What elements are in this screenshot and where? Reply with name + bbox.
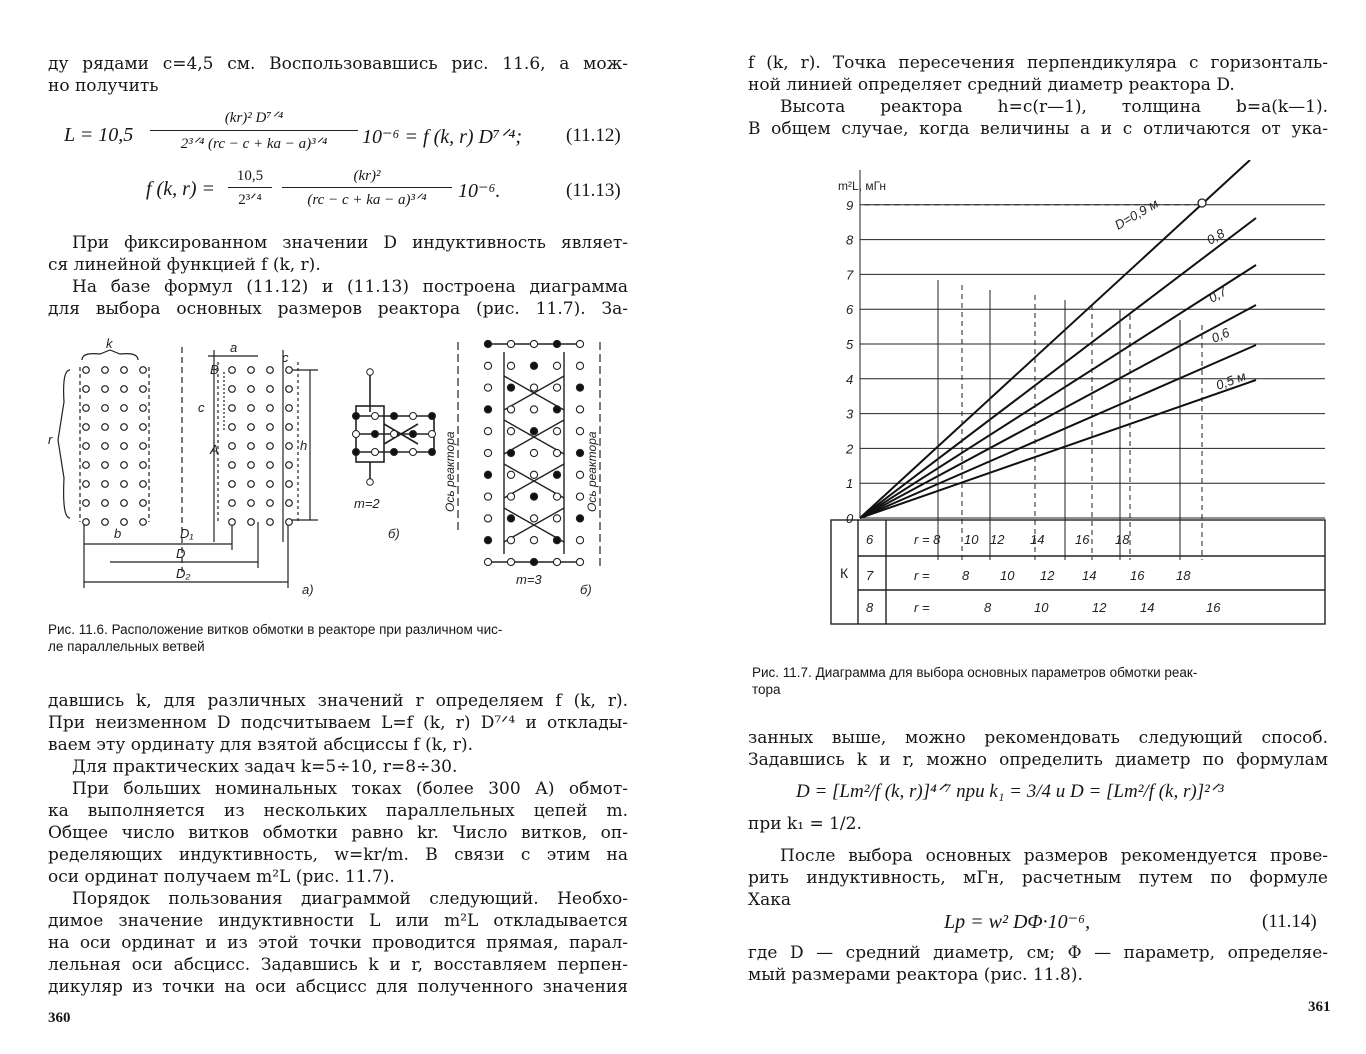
- y-tick-labels: [845, 198, 854, 526]
- text-line: ка выполняется из нескольких параллельных цепей m.: [48, 801, 628, 821]
- winding-turn: [286, 500, 293, 507]
- label-D: D: [176, 546, 186, 561]
- scheme-m3-nodes: [484, 340, 583, 565]
- scheme-node: [410, 431, 417, 438]
- scheme-node: [484, 406, 491, 413]
- scheme-node: [507, 384, 514, 391]
- text-line: При больших номинальных токах (более 300 А) обмот-: [72, 779, 628, 799]
- r-value: 10: [1034, 600, 1049, 615]
- text-line: Общее число витков обмотки равно kr. Число витков, оп-: [48, 823, 628, 843]
- figure-caption: тора: [752, 682, 781, 697]
- nomogram-lines: [860, 160, 1256, 518]
- winding-turn: [248, 443, 255, 450]
- scheme-node: [530, 449, 537, 456]
- scheme-node: [372, 431, 379, 438]
- winding-turn: [286, 405, 293, 412]
- winding-turn: [102, 405, 109, 412]
- line-label: 0,8: [1204, 225, 1228, 248]
- winding-turn: [83, 424, 90, 431]
- winding-turn: [83, 386, 90, 393]
- winding-turn: [286, 462, 293, 469]
- scheme-node: [553, 428, 560, 435]
- r-value: 12: [1040, 568, 1055, 583]
- y-tick-label: 5: [846, 337, 854, 352]
- scheme-node: [576, 428, 583, 435]
- r-value: 14: [1082, 568, 1097, 583]
- line-label: 0,5 м: [1213, 368, 1248, 393]
- winding-turn: [229, 481, 236, 488]
- scheme-node: [484, 362, 491, 369]
- r-value: 16: [1130, 568, 1145, 583]
- formula-11-14: Lр = w² DΦ·10⁻⁶,: [944, 911, 1091, 933]
- winding-turn: [140, 462, 147, 469]
- winding-turn: [140, 481, 147, 488]
- winding-turn: [102, 386, 109, 393]
- winding-turn: [267, 500, 274, 507]
- page-number: 361: [1308, 999, 1331, 1015]
- text-line: В общем случае, когда величины a и c отличаются от ука-: [748, 119, 1328, 139]
- fraction-bar: [282, 187, 452, 188]
- y-tick-label: 1: [846, 476, 854, 492]
- label-h: h: [300, 438, 308, 453]
- winding-turn: [286, 481, 293, 488]
- winding-turn: [140, 386, 147, 393]
- winding-turn: [229, 424, 236, 431]
- winding-turn: [121, 386, 128, 393]
- scheme-node: [553, 340, 560, 347]
- text-line: Хака: [748, 890, 791, 910]
- formula-diameter: D = [Lm²/f (k, r)]⁴ᐟ⁷ при k₁ = 3/4 и D = [Lm²/f (k, r)]²ᐟ³: [796, 781, 1224, 802]
- r-value: 10: [1000, 568, 1015, 583]
- y-tick-label: 8: [846, 232, 854, 248]
- diameter-line: [860, 380, 1256, 518]
- text-line: рить индуктивность, мГн, расчетным путем по формуле: [748, 868, 1328, 888]
- scheme-node: [576, 340, 583, 347]
- diameter-line: [860, 265, 1256, 518]
- scheme-node: [576, 558, 583, 565]
- winding-turn: [248, 462, 255, 469]
- scheme-node: [391, 413, 398, 420]
- winding-turn: [83, 500, 90, 507]
- scheme-node: [553, 362, 560, 369]
- scheme-node: [353, 413, 360, 420]
- winding-turn: [102, 500, 109, 507]
- winding-turn: [248, 500, 255, 507]
- winding-turn: [83, 443, 90, 450]
- scheme-node: [530, 428, 537, 435]
- winding-turn: [102, 424, 109, 431]
- k-label: К: [840, 565, 849, 581]
- label-A: A: [210, 442, 219, 457]
- winding-turn: [121, 500, 128, 507]
- winding-turn: [121, 443, 128, 450]
- scheme-node: [576, 493, 583, 500]
- diameter-line: [860, 218, 1256, 518]
- r-value: 14: [1030, 532, 1045, 547]
- scheme-node: [530, 493, 537, 500]
- scheme-node: [484, 558, 491, 565]
- scheme-node: [484, 340, 491, 347]
- scheme-node: [530, 362, 537, 369]
- text-line: При неизменном D подсчитываем L=f (k, r) D⁷ᐟ⁴ и отклады-: [48, 713, 628, 733]
- scheme-node: [576, 515, 583, 522]
- brace-r: [58, 370, 70, 518]
- winding-turn: [286, 367, 293, 374]
- diameter-line: [860, 345, 1256, 518]
- scheme-node: [553, 537, 560, 544]
- winding-turn: [229, 519, 236, 526]
- text-line: При фиксированном значении D индуктивность являет-: [72, 233, 628, 253]
- winding-turn: [121, 481, 128, 488]
- formula-lhs: L = 10,5: [64, 124, 134, 146]
- scheme-node: [484, 537, 491, 544]
- formula-rhs: 10⁻⁶ = f (k, r) D⁷ᐟ⁴;: [362, 126, 523, 148]
- equation-number: (11.13): [566, 180, 621, 201]
- label-r: r: [48, 432, 53, 447]
- scheme-node: [553, 406, 560, 413]
- scheme-node: [507, 428, 514, 435]
- brace-k: [82, 350, 138, 360]
- text-line: После выбора основных размеров рекомендуется прове-: [780, 846, 1328, 866]
- winding-turn: [83, 462, 90, 469]
- winding-turn: [121, 519, 128, 526]
- text-line: давшись k, для различных значений r определяем f (k, r).: [48, 691, 628, 711]
- winding-turn: [102, 481, 109, 488]
- winding-turn: [248, 519, 255, 526]
- text-line: f (k, r). Точка пересечения перпендикуляра с горизонталь-: [748, 53, 1328, 73]
- label-m3: m=3: [516, 572, 542, 587]
- scheme-node: [507, 362, 514, 369]
- label-D1: D₁: [180, 526, 194, 541]
- r-value: 14: [1140, 600, 1155, 615]
- winding-turn: [83, 481, 90, 488]
- scheme-node: [530, 406, 537, 413]
- winding-turn: [140, 405, 147, 412]
- y-tick-label: 2: [846, 441, 854, 457]
- r-value: 18: [1115, 532, 1130, 547]
- scheme-node: [576, 384, 583, 391]
- label-m2: m=2: [354, 496, 380, 511]
- label-b: b: [114, 526, 122, 541]
- text-line: Задавшись k и r, можно определить диаметр по формулам: [748, 750, 1328, 770]
- label-c-side: c: [198, 400, 205, 415]
- scheme-node: [507, 471, 514, 478]
- figure-11-7: [830, 160, 1330, 630]
- text-line: ределяющих индуктивность, w=kr/m. В связи с этим на: [48, 845, 628, 865]
- line-label: D=0,9 м: [1112, 195, 1161, 233]
- scheme-node: [410, 413, 417, 420]
- winding-turn: [286, 519, 293, 526]
- winding-turns-left: [83, 367, 147, 526]
- y-axis-label: m²L, мГн: [838, 179, 887, 193]
- r-label: r = 8: [914, 532, 941, 547]
- winding-turn: [140, 443, 147, 450]
- text-line: оси ординат получаем m²L (рис. 11.7).: [48, 867, 395, 887]
- winding-turn: [267, 386, 274, 393]
- scheme-node: [507, 537, 514, 544]
- winding-turn: [248, 424, 255, 431]
- formula-numerator: (kr)²: [353, 168, 381, 184]
- winding-turn: [229, 405, 236, 412]
- scheme-node: [391, 431, 398, 438]
- winding-turn: [248, 481, 255, 488]
- winding-turn: [267, 481, 274, 488]
- k-value: 6: [866, 532, 874, 547]
- scheme-node: [507, 406, 514, 413]
- r-label: r =: [914, 568, 930, 583]
- winding-turn: [140, 424, 147, 431]
- winding-turn: [286, 424, 293, 431]
- fraction-bar: [150, 130, 358, 131]
- formula-denominator: 2³ᐟ⁴: [238, 192, 262, 208]
- scheme-node: [576, 471, 583, 478]
- winding-turn: [267, 424, 274, 431]
- y-tick-label: 7: [846, 267, 854, 283]
- y-tick-label: 4: [846, 371, 854, 387]
- text-line: Для практических задач k=5÷10, r=8÷30.: [72, 757, 458, 777]
- label-sub-b1: б): [388, 526, 400, 541]
- scheme-node: [576, 362, 583, 369]
- r-value: 8: [962, 568, 970, 583]
- scheme-node: [507, 515, 514, 522]
- r-value: 18: [1176, 568, 1191, 583]
- text-line: лельная оси абсцисс. Задавшись k и r, восставляем перпен-: [48, 955, 628, 975]
- winding-turn: [102, 462, 109, 469]
- text-line: на оси ординат и из этой точки проводится прямая, парал-: [48, 933, 628, 953]
- text-line: дикуляр из точки на оси абсцисс для полученного значения: [48, 977, 628, 997]
- winding-turn: [83, 519, 90, 526]
- scheme-node: [530, 384, 537, 391]
- label-axis2: Ось реактора: [585, 431, 599, 512]
- scheme-node: [576, 406, 583, 413]
- label-B: B: [210, 362, 219, 377]
- text-line: ду рядами c=4,5 см. Воспользовавшись рис. 11.6, а мож-: [48, 54, 628, 74]
- winding-turn: [286, 386, 293, 393]
- text-line: но получить: [48, 76, 159, 96]
- label-c-top: c: [282, 350, 289, 365]
- winding-turn: [121, 367, 128, 374]
- r-value: 8: [984, 600, 992, 615]
- scheme-node: [484, 449, 491, 456]
- winding-turn: [267, 519, 274, 526]
- text-line: димое значение индуктивности L или m²L откладывается: [48, 911, 628, 931]
- scheme-node: [484, 384, 491, 391]
- scheme-node: [553, 471, 560, 478]
- scheme-node: [507, 493, 514, 500]
- scheme-node: [530, 515, 537, 522]
- y-tick-label: 9: [846, 197, 854, 213]
- formula-denominator: (rc − c + ka − a)³ᐟ⁴: [307, 192, 427, 208]
- winding-turn: [229, 500, 236, 507]
- winding-turn: [83, 405, 90, 412]
- text-line: мый размерами реактора (рис. 11.8).: [748, 965, 1083, 985]
- scheme-node: [484, 428, 491, 435]
- text-line: занных выше, можно рекомендовать следующий способ.: [748, 728, 1328, 748]
- scheme-node: [530, 340, 537, 347]
- text-line: ся линейной функцией f (k, r).: [48, 255, 321, 275]
- text-line: Высота реактора h=c(r—1), толщина b=a(k—1).: [780, 97, 1328, 117]
- scheme-node: [507, 558, 514, 565]
- scheme-node: [353, 449, 360, 456]
- scheme-node: [367, 369, 374, 376]
- winding-turn: [121, 424, 128, 431]
- formula-numerator: (kr)² D⁷ᐟ⁴: [224, 110, 284, 126]
- y-tick-label: 3: [846, 406, 854, 422]
- scheme-node: [391, 449, 398, 456]
- label-sub-a: а): [302, 582, 314, 597]
- line-label: 0,6: [1209, 324, 1232, 346]
- winding-turn: [229, 462, 236, 469]
- winding-turn: [248, 367, 255, 374]
- k-r-table-values: [866, 532, 1221, 615]
- winding-turn: [140, 367, 147, 374]
- r-value: 12: [1092, 600, 1107, 615]
- figure-caption: Рис. 11.6. Расположение витков обмотки в реакторе при различном чис-: [48, 622, 503, 637]
- label-D2: D₂: [176, 566, 191, 581]
- figure-caption: Рис. 11.7. Диаграмма для выбора основных параметров обмотки реак-: [752, 665, 1198, 680]
- scheme-node: [507, 449, 514, 456]
- label-a: a: [230, 340, 238, 355]
- scheme-node: [553, 493, 560, 500]
- scheme-node: [484, 471, 491, 478]
- scheme-node: [484, 493, 491, 500]
- formula-rhs: 10⁻⁶.: [458, 180, 501, 202]
- winding-turn: [267, 405, 274, 412]
- figure-caption: ле параллельных ветвей: [48, 639, 205, 654]
- scheme-node: [553, 449, 560, 456]
- winding-turn: [102, 367, 109, 374]
- scheme-node: [530, 471, 537, 478]
- figure-11-6: [48, 332, 618, 612]
- r-label: r =: [914, 600, 930, 615]
- scheme-node: [367, 479, 374, 486]
- winding-turn: [102, 519, 109, 526]
- scheme-node: [530, 537, 537, 544]
- scheme-node: [372, 449, 379, 456]
- k-value: 8: [866, 600, 874, 615]
- scheme-node: [576, 449, 583, 456]
- scheme-node: [429, 431, 436, 438]
- r-value: 16: [1206, 600, 1221, 615]
- scheme-node: [429, 449, 436, 456]
- winding-turn: [102, 443, 109, 450]
- r-value: 12: [990, 532, 1005, 547]
- r-value: 16: [1075, 532, 1090, 547]
- y-tick-label: 0: [846, 511, 854, 526]
- formula-numerator: 10,5: [236, 168, 264, 184]
- scheme-node: [530, 558, 537, 565]
- scheme-node: [372, 413, 379, 420]
- scheme-node: [429, 413, 436, 420]
- scheme-node: [484, 515, 491, 522]
- winding-turn: [121, 462, 128, 469]
- text-line: для выбора основных размеров реактора (рис. 11.7). За-: [48, 299, 628, 319]
- y-tick-label: 6: [846, 302, 854, 318]
- scheme-node: [553, 558, 560, 565]
- page-number: 360: [48, 1010, 71, 1026]
- label-sub-b2: б): [580, 582, 592, 597]
- formula-lhs: f (k, r) =: [146, 178, 216, 200]
- line-label: 0,7: [1206, 283, 1230, 306]
- winding-turn: [121, 405, 128, 412]
- scheme-node: [507, 340, 514, 347]
- scheme-node: [353, 431, 360, 438]
- formula-denominator: 2³ᐟ⁴ (rc − c + ka − a)³ᐟ⁴: [180, 136, 328, 152]
- k-value: 7: [866, 568, 874, 583]
- text-line: Порядок пользования диаграммой следующий. Необхо-: [72, 889, 628, 909]
- scheme-m2-nodes: [353, 369, 436, 486]
- text-line: На базе формул (11.12) и (11.13) построена диаграмма: [72, 277, 628, 297]
- winding-turn: [140, 500, 147, 507]
- scheme-node: [576, 537, 583, 544]
- text-line: ной линией определяет средний диаметр реактора D.: [748, 75, 1235, 95]
- label-k: k: [106, 336, 113, 351]
- scheme-node: [553, 515, 560, 522]
- r-value: 10: [964, 532, 979, 547]
- winding-turn: [286, 443, 293, 450]
- winding-turn: [83, 367, 90, 374]
- text-line: где D — средний диаметр, см; Φ — параметр, определяе-: [748, 943, 1328, 963]
- winding-turn: [267, 367, 274, 374]
- winding-turn: [229, 386, 236, 393]
- winding-turn: [267, 462, 274, 469]
- equation-number: (11.14): [1262, 911, 1317, 932]
- winding-turn: [140, 519, 147, 526]
- winding-turn: [267, 443, 274, 450]
- equation-number: (11.12): [566, 125, 621, 146]
- scheme-node: [553, 384, 560, 391]
- intersection-marker: [1198, 199, 1206, 207]
- fraction-bar: [228, 187, 272, 188]
- text-line: при k₁ = 1/2.: [748, 814, 862, 834]
- scheme-node: [410, 449, 417, 456]
- text-line: ваем эту ординату для взятой абсциссы f (k, r).: [48, 735, 473, 755]
- label-axis1: Ось реактора: [443, 431, 457, 512]
- winding-turn: [229, 367, 236, 374]
- winding-turn: [248, 405, 255, 412]
- winding-turn: [248, 386, 255, 393]
- winding-turn: [229, 443, 236, 450]
